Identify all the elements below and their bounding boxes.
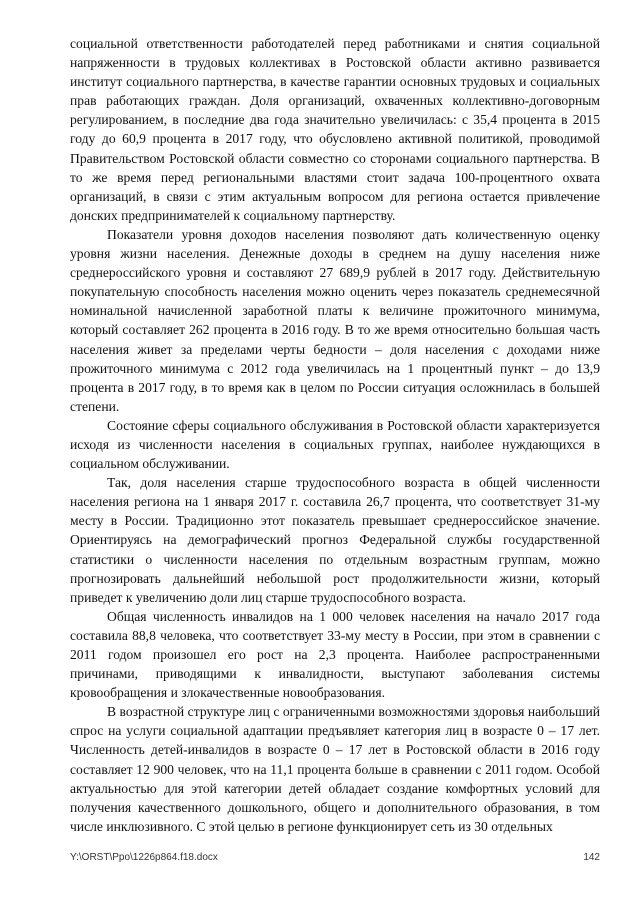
paragraph-income: Показатели уровня доходов населения позволяют дать количественную оценку уровня жизни населения. Денежные доходы в среднем на душу населения ниже среднероссийского уровня и составляют 27 689,9 рублей в 2017 году. Действительную покупательную способность населения можно оценить через показатель среднемесячной номинальной начисленной заработной платы к величине прожиточного минимума, который составляет 262 процента в 2016 году. В то же время относительно большая часть населения живет за пределами черты бедности – доля населения с доходами ниже прожиточного минимума с 2012 года увеличилась на 1 процентный пункт – до 13,9 процента в 2017 году, в то время как в целом по России ситуация осложнилась в большей степени. — [70, 226, 600, 414]
footer-file-path: Y:\ORST\Ppo\1226p864.f18.docx — [70, 852, 218, 863]
paragraph-disability: Общая численность инвалидов на 1 000 человек населения на начало 2017 года составила 88,8 человека, что соответствует 33-му месту в России, при этом в сравнении с 2011 годом произошел его рост на 2,3 процента. Наиболее распространенными причинами, приводящими к инвалидности, выступают заболевания системы кровообращения и злокачественные новообразования. — [70, 608, 600, 701]
paragraph-continuation: социальной ответственности работодателей перед работниками и снятия социальной напряженности в трудовых коллективах в Ростовской области активно развивается институт социального партнерства, в качестве гарантии основных трудовых и социальных прав работающих граждан. Доля организаций, охваченных коллективно-договорным регулированием, в последние два года значительно увеличилась: с 35,4 процента в 2015 году до 60,9 процента в 2017 году, что обусловлено активной политикой, проводимой Правительством Ростовской области совместно со сторонами социального партнерства. В то же время перед региональными властями стоит задача 100-процентного охвата организаций, в связи с этим актуальным вопросом для региона остается привлечение донских предпринимателей к социальному партнерству. — [70, 36, 600, 223]
page-footer — [70, 852, 600, 868]
page-number: 142 — [583, 852, 600, 863]
paragraph-social-services: Состояние сферы социального обслуживания в Ростовской области характеризуется исходя из численности населения в социальных группах, наиболее нуждающихся в социальном обслуживании. — [70, 417, 600, 472]
paragraph-elderly-population: Так, доля населения старше трудоспособного возраста в общей численности населения региона на 1 января 2017 г. составила 26,7 процента, что соответствует 31-му месту в России. Традиционно этот показатель превышает среднероссийское значение. Ориентируясь на демографический прогноз Федеральной службы государственной статистики о численности населения по отдельным возрастным группам, можно прогнозировать дальнейший небольшой рост продолжительности жизни, который приведет к увеличению доли лиц старше трудоспособного возраста. — [70, 475, 600, 605]
document-body — [70, 34, 600, 836]
paragraph-children-disabilities: В возрастной структуре лиц с ограниченными возможностями здоровья наибольший спрос на услуги социальной адаптации предъявляет категория лиц в возрасте 0 – 17 лет. Численность детей-инвалидов в возрасте 0 – 17 лет в Ростовской области в 2016 году составляет 12 900 человек, что на 11,1 процента больше в сравнении с 2011 годом. Особой актуальностью для этой категории детей обладает создание комфортных условий для получения качественного дошкольного, общего и дополнительного образования, в том числе инклюзивного. С этой целью в регионе функционирует сеть из 30 отдельных — [70, 704, 600, 834]
